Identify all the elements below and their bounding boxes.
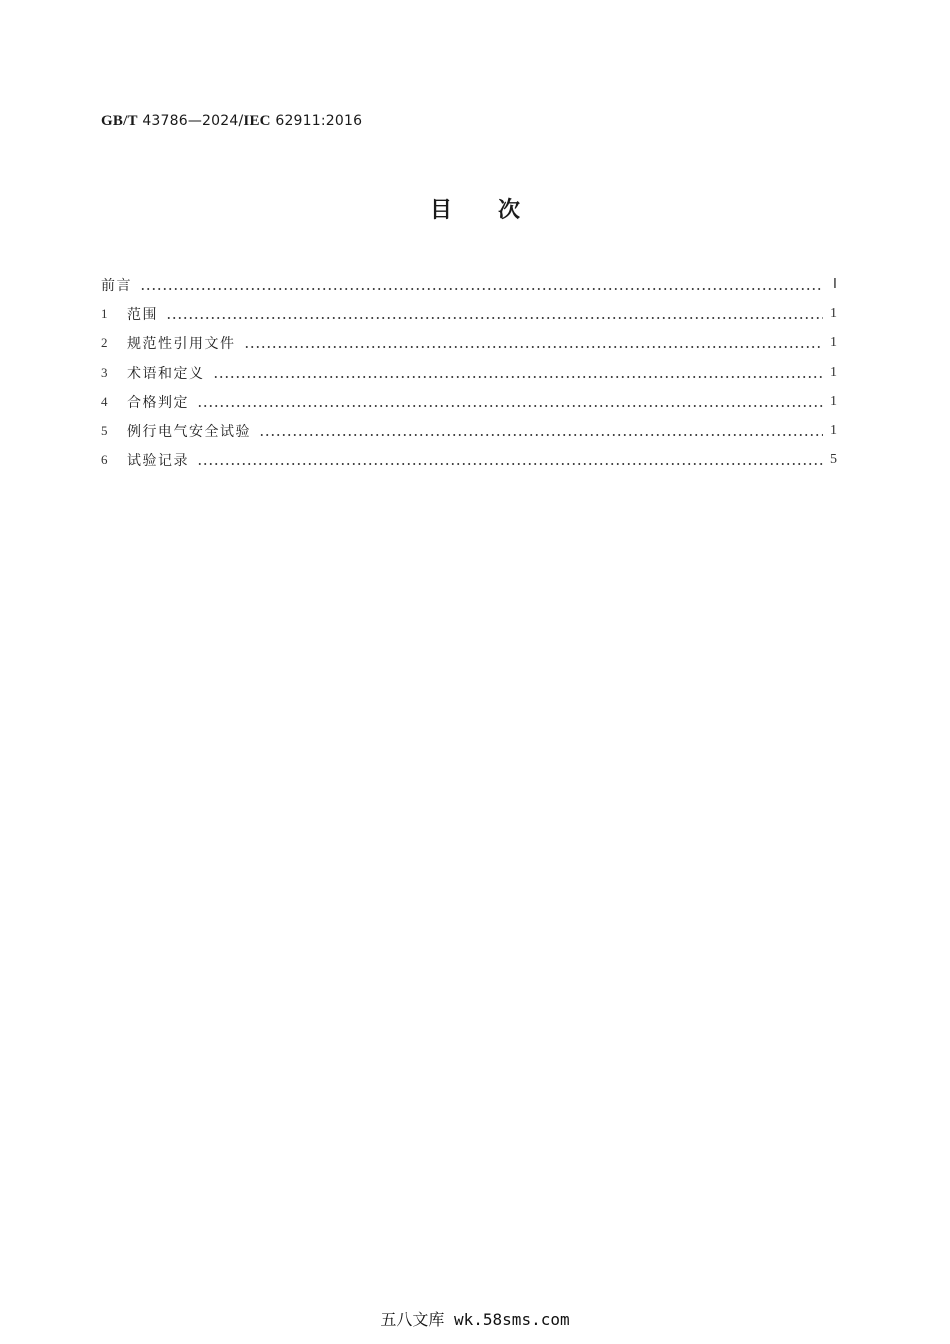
toc-dot-leader [213,366,824,380]
toc-entry-page: 1 [830,335,837,351]
toc-entry-page: 1 [830,305,837,321]
toc-entry-number: 4 [101,393,108,409]
toc-entry-title: 前言 [101,277,132,294]
iec-number: 62911:2016 [275,113,363,129]
toc-dot-leader [166,307,823,321]
toc-entry-5[interactable] [101,416,837,445]
toc-entry-page: 5 [830,452,837,468]
toc-entry-number: 1 [101,305,108,321]
page-title: 目次 [429,198,566,223]
toc-dot-leader [244,336,824,350]
toc-entry-number: 5 [101,423,108,439]
toc-entry-title: 规范性引用文件 [127,336,236,353]
toc-entry-3[interactable] [101,358,837,387]
toc-entry-number: 6 [101,452,108,468]
toc-dot-leader [197,453,823,467]
standard-code [101,113,362,130]
toc-entry-page: 1 [830,423,837,439]
toc-dot-leader [259,424,823,438]
toc-entry-title: 试验记录 [127,453,189,470]
table-of-contents [101,270,837,475]
site-watermark: 五八文库 wk.58sms.com [380,1310,570,1329]
toc-entry-4[interactable] [101,387,837,416]
toc-entry-page: 1 [830,393,837,409]
toc-entry-title: 例行电气安全试验 [127,424,251,441]
toc-entry-6[interactable] [101,446,837,475]
toc-entry-title: 合格判定 [127,394,189,411]
toc-entry-page: Ⅰ [832,277,837,293]
toc-entry-title: 术语和定义 [127,365,205,382]
standard-number: 43786—2024/ [142,113,244,129]
toc-dot-leader [197,395,823,409]
toc-entry-page: 1 [830,364,837,380]
toc-entry-number: 3 [101,364,108,380]
standard-prefix: GB/T [101,113,138,129]
toc-entry-2[interactable] [101,329,837,358]
toc-entry-title: 范围 [127,306,158,323]
toc-dot-leader [140,278,823,292]
iec-prefix: IEC [243,113,271,129]
toc-entry-1[interactable] [101,299,837,328]
toc-entry-number: 2 [101,335,108,351]
toc-entry-foreword[interactable] [101,270,837,299]
